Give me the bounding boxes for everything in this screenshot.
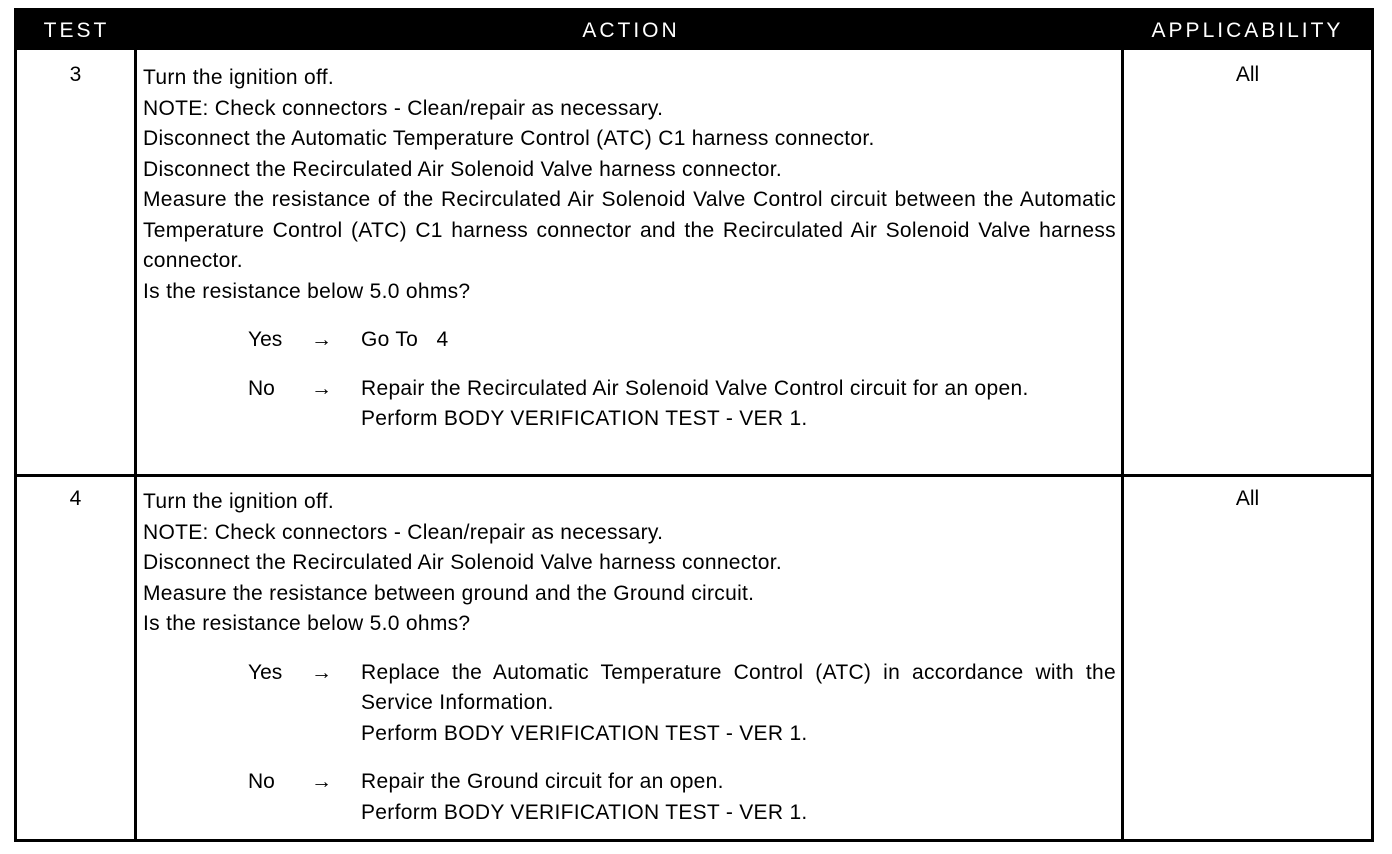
action-question: Is the resistance below 5.0 ohms? bbox=[143, 279, 471, 303]
header-action: ACTION bbox=[582, 19, 680, 42]
arrow-right-icon: → bbox=[311, 660, 332, 684]
arrow-right-icon: → bbox=[311, 770, 332, 793]
no-label: No bbox=[248, 770, 275, 793]
no-outcome bbox=[143, 374, 1116, 435]
action-step: Disconnect the Recirculated Air Solenoid Valve harness connector. bbox=[143, 157, 782, 181]
action-step: Disconnect the Automatic Temperature Control (ATC) C1 harness connector. bbox=[143, 127, 875, 150]
yes-result: Go To 4 bbox=[361, 328, 449, 351]
yes-outcome bbox=[143, 325, 1116, 356]
action-cell bbox=[143, 487, 1116, 828]
test-number: 3 bbox=[69, 63, 82, 86]
action-step: Turn the ignition off. bbox=[143, 490, 335, 513]
table-row-test-4 bbox=[17, 477, 1371, 839]
yes-label: Yes bbox=[248, 328, 283, 351]
header-applicability: APPLICABILITY bbox=[1151, 19, 1344, 42]
test-number: 4 bbox=[69, 487, 82, 510]
no-perform: Perform BODY VERIFICATION TEST - VER 1. bbox=[361, 800, 808, 824]
header-test: TEST bbox=[43, 19, 110, 42]
action-step: Measure the resistance of the Recirculated Air Solenoid Valve Control circuit between the Automatic Temperature Control (ATC) C1 harness connector and the Recirculated Air Solenoid Valve harness connector. bbox=[143, 188, 1116, 272]
yes-label: Yes bbox=[248, 660, 283, 684]
diagnostic-test-table bbox=[14, 8, 1374, 842]
action-cell bbox=[143, 63, 1116, 435]
no-result: Repair the Ground circuit for an open. bbox=[361, 770, 724, 793]
yes-perform: Perform BODY VERIFICATION TEST - VER 1. bbox=[361, 721, 808, 745]
action-step: Measure the resistance between ground and the Ground circuit. bbox=[143, 581, 755, 605]
yes-outcome bbox=[143, 658, 1116, 750]
action-note: NOTE: Check connectors - Clean/repair as necessary. bbox=[143, 520, 664, 544]
applicability-value: All bbox=[1235, 63, 1260, 86]
action-step: Turn the ignition off. bbox=[143, 66, 335, 89]
no-outcome bbox=[143, 767, 1116, 828]
action-question: Is the resistance below 5.0 ohms? bbox=[143, 612, 471, 635]
applicability-value: All bbox=[1235, 487, 1260, 510]
yes-result: Replace the Automatic Temperature Control (ATC) in accordance with the Service Information. bbox=[361, 660, 1116, 714]
action-step: Disconnect the Recirculated Air Solenoid Valve harness connector. bbox=[143, 551, 782, 574]
table-header bbox=[17, 11, 1371, 50]
no-result: Repair the Recirculated Air Solenoid Valve Control circuit for an open. bbox=[361, 376, 1029, 400]
no-label: No bbox=[248, 376, 275, 400]
table-row-test-3 bbox=[17, 53, 1371, 474]
arrow-right-icon: → bbox=[311, 328, 332, 351]
action-note: NOTE: Check connectors - Clean/repair as necessary. bbox=[143, 96, 664, 120]
no-perform: Perform BODY VERIFICATION TEST - VER 1. bbox=[361, 407, 808, 430]
arrow-right-icon: → bbox=[311, 376, 332, 400]
